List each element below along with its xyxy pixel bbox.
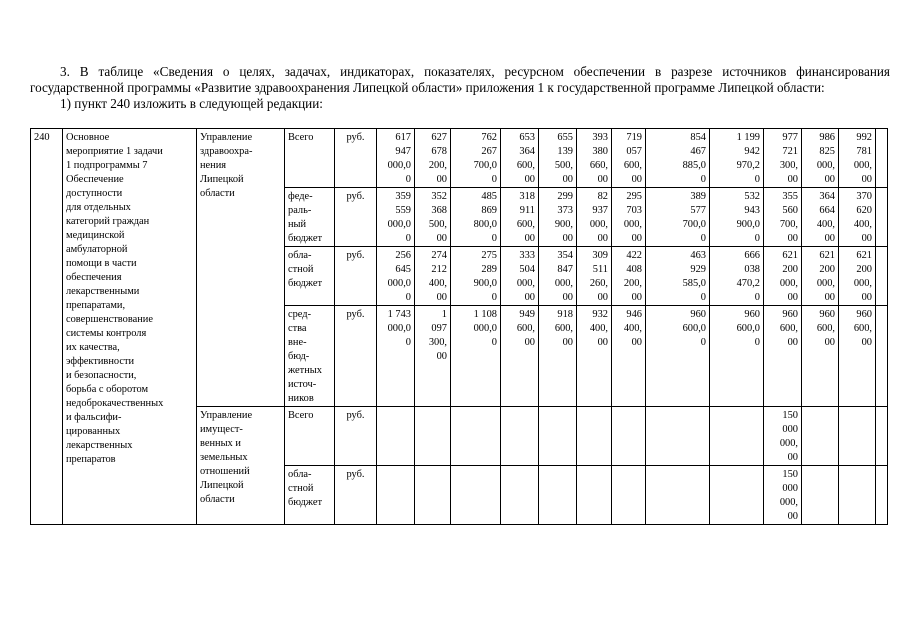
value-cell: 621 200 000, 00 (802, 247, 839, 306)
unit-cell: руб. (335, 188, 377, 247)
value-cell (710, 466, 764, 525)
value-cell (451, 466, 501, 525)
value-cell: 719 057 600, 00 (612, 129, 646, 188)
funding-source-cell: сред- ства вне- бюд- жетных источ- ников (285, 306, 335, 407)
amendment-item: 1) пункт 240 изложить в следующей редакции: (60, 96, 323, 111)
value-cell (415, 407, 451, 466)
value-cell (802, 407, 839, 466)
value-cell: 333 504 000, 00 (501, 247, 539, 306)
value-cell: 150 000 000, 00 (764, 407, 802, 466)
value-cell: 299 373 900, 00 (539, 188, 577, 247)
funding-source-cell: Всего (285, 407, 335, 466)
value-cell: 621 200 000, 00 (764, 247, 802, 306)
value-cell: 422 408 200, 00 (612, 247, 646, 306)
value-cell (415, 466, 451, 525)
value-cell: 986 825 000, 00 (802, 129, 839, 188)
value-cell: 389 577 700,0 0 (646, 188, 710, 247)
value-cell: 1 743 000,0 0 (377, 306, 415, 407)
value-cell: 653 364 600, 00 (501, 129, 539, 188)
resource-table (30, 128, 888, 525)
value-cell: 370 620 400, 00 (839, 188, 876, 247)
value-cell: 977 721 300, 00 (764, 129, 802, 188)
value-cell: 617 947 000,0 0 (377, 129, 415, 188)
unit-cell: руб. (335, 306, 377, 407)
value-cell (539, 466, 577, 525)
value-cell: 354 847 000, 00 (539, 247, 577, 306)
value-cell: 992 781 000, 00 (839, 129, 876, 188)
spacer-cell (876, 407, 888, 466)
spacer-cell (876, 129, 888, 188)
value-cell (710, 407, 764, 466)
value-cell: 627 678 200, 00 (415, 129, 451, 188)
value-cell: 355 560 700, 00 (764, 188, 802, 247)
unit-cell: руб. (335, 407, 377, 466)
value-cell (539, 407, 577, 466)
value-cell (377, 466, 415, 525)
value-cell: 854 467 885,0 0 (646, 129, 710, 188)
funding-source-cell: феде- раль- ный бюджет (285, 188, 335, 247)
value-cell: 960 600,0 0 (646, 306, 710, 407)
row-number-cell: 240 (31, 129, 63, 525)
activity-name-cell: Основное мероприятие 1 задачи 1 подпрограммы 7 Обеспечение доступности для отдельных категорий граждан медицинской амбулаторной помощи в части обеспечения лекарственными препаратами, совершенствование системы контроля их качества, эффективности и безопасности, борьба с оборотом недоброкачественных и фальсифи- цированных лекарственных препаратов (63, 129, 197, 525)
value-cell (501, 466, 539, 525)
value-cell: 150 000 000, 00 (764, 466, 802, 525)
value-cell (646, 466, 710, 525)
value-cell: 274 212 400, 00 (415, 247, 451, 306)
value-cell: 1 097 300, 00 (415, 306, 451, 407)
spacer-cell (876, 306, 888, 407)
value-cell: 960 600, 00 (839, 306, 876, 407)
value-cell (451, 407, 501, 466)
value-cell: 295 703 000, 00 (612, 188, 646, 247)
value-cell (377, 407, 415, 466)
value-cell: 485 869 800,0 0 (451, 188, 501, 247)
amendment-text (30, 64, 890, 112)
value-cell: 256 645 000,0 0 (377, 247, 415, 306)
value-cell: 621 200 000, 00 (839, 247, 876, 306)
value-cell (839, 407, 876, 466)
value-cell: 762 267 700,0 0 (451, 129, 501, 188)
funding-source-cell: Всего (285, 129, 335, 188)
value-cell (802, 466, 839, 525)
value-cell (612, 466, 646, 525)
value-cell: 532 943 900,0 0 (710, 188, 764, 247)
amendment-paragraph: 3. В таблице «Сведения о целях, задачах, индикаторах, показателях, ресурсном обеспечении в разрезе источников финансирования государственной программы «Развитие здравоохранения Липецкой области» приложения 1 к государственной программе Липецкой области: (30, 64, 890, 95)
funding-source-cell: обла- стной бюджет (285, 247, 335, 306)
value-cell: 463 929 585,0 0 (646, 247, 710, 306)
spacer-cell (876, 247, 888, 306)
value-cell: 364 664 400, 00 (802, 188, 839, 247)
unit-cell: руб. (335, 129, 377, 188)
value-cell: 1 108 000,0 0 (451, 306, 501, 407)
value-cell: 918 600, 00 (539, 306, 577, 407)
value-cell: 932 400, 00 (577, 306, 612, 407)
value-cell: 309 511 260, 00 (577, 247, 612, 306)
value-cell: 393 380 660, 00 (577, 129, 612, 188)
table-row (31, 129, 888, 188)
value-cell (501, 407, 539, 466)
value-cell: 960 600,0 0 (710, 306, 764, 407)
spacer-cell (876, 466, 888, 525)
spacer-cell (876, 188, 888, 247)
unit-cell: руб. (335, 466, 377, 525)
value-cell: 946 400, 00 (612, 306, 646, 407)
funding-source-cell: обла- стной бюджет (285, 466, 335, 525)
value-cell: 666 038 470,2 0 (710, 247, 764, 306)
executor-cell: Управление здравоохра- нения Липецкой области (197, 129, 285, 407)
unit-cell: руб. (335, 247, 377, 306)
executor-cell: Управление имущест- венных и земельных отношений Липецкой области (197, 407, 285, 525)
value-cell: 318 911 600, 00 (501, 188, 539, 247)
value-cell: 352 368 500, 00 (415, 188, 451, 247)
value-cell (577, 407, 612, 466)
value-cell: 275 289 900,0 0 (451, 247, 501, 306)
value-cell: 949 600, 00 (501, 306, 539, 407)
value-cell: 960 600, 00 (764, 306, 802, 407)
value-cell: 655 139 500, 00 (539, 129, 577, 188)
value-cell (646, 407, 710, 466)
value-cell: 1 199 942 970,2 0 (710, 129, 764, 188)
value-cell: 960 600, 00 (802, 306, 839, 407)
value-cell: 82 937 000, 00 (577, 188, 612, 247)
value-cell (839, 466, 876, 525)
value-cell: 359 559 000,0 0 (377, 188, 415, 247)
value-cell (612, 407, 646, 466)
value-cell (577, 466, 612, 525)
